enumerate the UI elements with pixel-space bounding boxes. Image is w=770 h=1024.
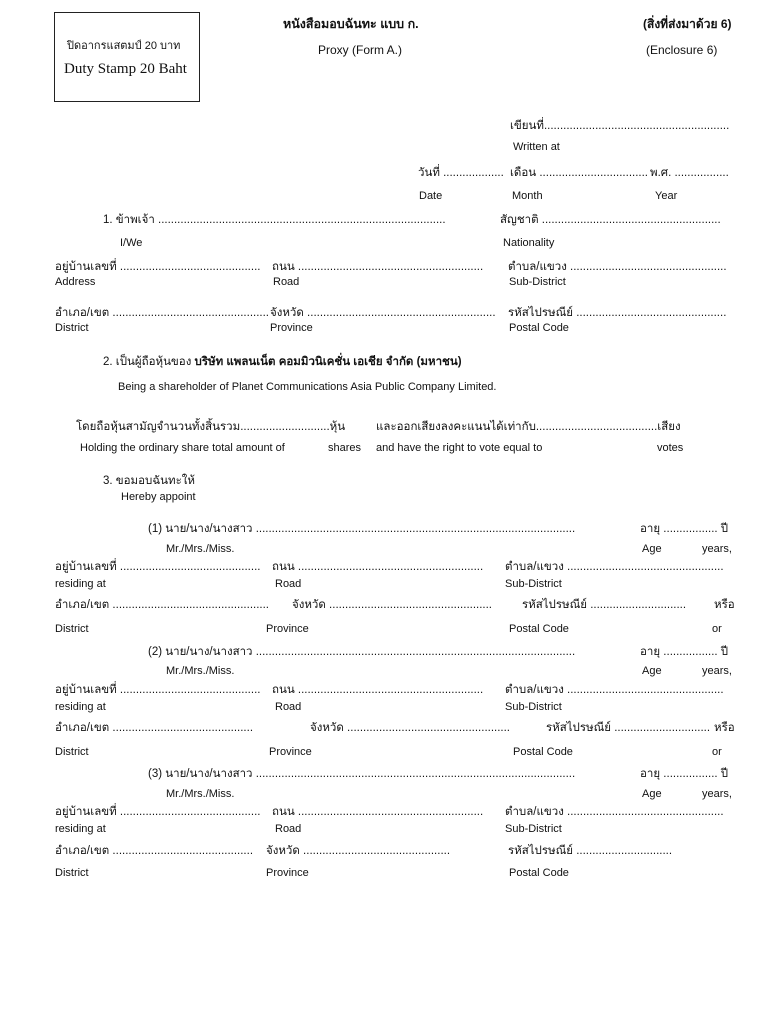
day-field[interactable]: วันที่ ................... (418, 167, 504, 179)
proxy-2-district-label: District (55, 746, 89, 758)
proxy-2-postal-label: Postal Code (513, 746, 573, 758)
address-label: Address (55, 276, 96, 288)
subdistrict-label: Sub-District (509, 276, 566, 288)
stamp-thai: ปิดอากรแสตมป์ 20 บาท (67, 40, 181, 52)
enclosure-thai: (สิ่งที่ส่งมาด้วย 6) (643, 17, 732, 31)
proxy-1-road-label: Road (275, 578, 302, 590)
proxy-1-age-label: Age (642, 543, 662, 555)
proxy-1-subdistrict-field[interactable]: ตำบล/แขวง ................................................. (505, 561, 724, 573)
proxy-3-age-label: Age (642, 788, 662, 800)
appoint-title-en: Hereby appoint (121, 491, 196, 503)
nationality-field[interactable]: สัญชาติ ........................................................ (500, 214, 721, 226)
district-label: District (55, 322, 89, 334)
proxy-2-residing-label: residing at (55, 701, 106, 713)
proxy-3-age-field[interactable]: อายุ ................. ปี (640, 768, 729, 780)
proxy-3-name-field[interactable]: (3) นาย/นาง/นางสาว .................................................................................................... (148, 768, 576, 780)
proxy-3-province-field[interactable]: จังหวัด .............................................. (266, 845, 451, 857)
proxy-2-road-label: Road (275, 701, 302, 713)
shareholder-of-line (103, 356, 462, 369)
written-at-label: Written at (513, 141, 560, 153)
proxy-1-age-field[interactable]: อายุ ................. ปี (640, 523, 729, 535)
postal-code-label: Postal Code (509, 322, 569, 334)
proxy-2-or-thai: หรือ (714, 722, 735, 734)
proxy-1-province-label: Province (266, 623, 309, 635)
nationality-label: Nationality (503, 237, 555, 249)
proxy-3-postal-label: Postal Code (509, 867, 569, 879)
company-name-thai: บริษัท แพลนเน็ต คอมมิวนิเคชั่น เอเชีย จำกัด (มหาชน) (194, 356, 462, 368)
proxy-2-province-label: Province (269, 746, 312, 758)
day-label: Date (419, 190, 443, 202)
proxy-2-or-en: or (712, 746, 722, 758)
proxy-1-postal-label: Postal Code (509, 623, 569, 635)
form-title-en: Proxy (Form A.) (318, 43, 403, 57)
shares-label: shares (328, 442, 362, 454)
proxy-1-house-field[interactable]: อยู่บ้านเลขที่ ............................................ (55, 561, 261, 573)
proxy-3-road-field[interactable]: ถนน .......................................................... (272, 806, 484, 818)
holding-label: Holding the ordinary share total amount of (80, 442, 285, 454)
proxy-3-district-label: District (55, 867, 89, 879)
proxy-1-postal-field[interactable]: รหัสไปรษณีย์ .............................. (522, 599, 687, 611)
year-field[interactable]: พ.ศ. ................. (650, 167, 729, 179)
proxy-2-district-field[interactable]: อำเภอ/เขต ............................................ (55, 722, 254, 734)
shareholder-of-prefix: 2. เป็นผู้ถือหุ้นของ (103, 356, 195, 368)
subdistrict-field[interactable]: ตำบล/แขวง ................................................. (508, 261, 727, 273)
year-label: Year (655, 190, 678, 202)
proxy-2-age-field[interactable]: อายุ ................. ปี (640, 646, 729, 658)
votes-equal-label: and have the right to vote equal to (376, 442, 543, 454)
proxy-1-residing-label: residing at (55, 578, 106, 590)
proxy-3-title-label: Mr./Mrs./Miss. (166, 788, 235, 800)
proxy-1-province-field[interactable]: จังหวัด ................................................... (292, 599, 493, 611)
proxy-1-or-thai: หรือ (714, 599, 735, 611)
form-title-thai: หนังสือมอบฉันทะ แบบ ก. (283, 17, 419, 31)
votes-label: votes (657, 442, 684, 454)
month-label: Month (512, 190, 543, 202)
proxy-3-postal-field[interactable]: รหัสไปรษณีย์ .............................. (508, 845, 673, 857)
vote-amount-field[interactable]: และออกเสียงลงคะแนนได้เท่ากับ......................................เสียง (376, 421, 681, 433)
proxy-3-years-label: years, (702, 788, 732, 800)
shareholder-of-en-line (118, 381, 497, 394)
proxy-2-title-label: Mr./Mrs./Miss. (166, 665, 235, 677)
house-no-field[interactable]: อยู่บ้านเลขที่ ............................................ (55, 261, 261, 273)
proxy-3-subdistrict-field[interactable]: ตำบล/แขวง ................................................. (505, 806, 724, 818)
proxy-1-title-label: Mr./Mrs./Miss. (166, 543, 235, 555)
proxy-1-or-en: or (712, 623, 722, 635)
share-amount-field[interactable]: โดยถือหุ้นสามัญจำนวนทั้งสิ้นรวม............................หุ้น (76, 421, 346, 433)
shareholder-name-field[interactable]: 1. ข้าพเจ้า .......................................................................................... (103, 214, 446, 226)
company-name-en: Planet Communications Asia Public Company Limited. (231, 381, 497, 393)
duty-stamp-box (54, 12, 200, 102)
proxy-3-district-field[interactable]: อำเภอ/เขต ............................................ (55, 845, 254, 857)
proxy-2-subdistrict-label: Sub-District (505, 701, 562, 713)
proxy-2-province-field[interactable]: จังหวัด ................................................... (310, 722, 511, 734)
province-field[interactable]: จังหวัด ........................................................... (270, 307, 496, 319)
written-at-field[interactable]: เขียนที่.......................................................... (510, 120, 730, 132)
stamp-english: Duty Stamp 20 Baht (64, 61, 187, 77)
shareholder-of-en-prefix: Being a shareholder of (118, 381, 232, 393)
proxy-2-road-field[interactable]: ถนน .......................................................... (272, 684, 484, 696)
district-field[interactable]: อำเภอ/เขต ................................................. (55, 307, 269, 319)
postal-code-field[interactable]: รหัสไปรษณีย์ ............................................... (508, 307, 727, 319)
proxy-2-house-field[interactable]: อยู่บ้านเลขที่ ............................................ (55, 684, 261, 696)
proxy-1-subdistrict-label: Sub-District (505, 578, 562, 590)
proxy-2-name-field[interactable]: (2) นาย/นาง/นางสาว .................................................................................................... (148, 646, 576, 658)
enclosure-en: (Enclosure 6) (646, 43, 718, 57)
iwe-label: I/We (120, 237, 143, 249)
month-field[interactable]: เดือน .................................. (510, 167, 648, 179)
province-label: Province (270, 322, 313, 334)
proxy-2-postal-field[interactable]: รหัสไปรษณีย์ .............................. (546, 722, 711, 734)
proxy-1-district-field[interactable]: อำเภอ/เขต ................................................. (55, 599, 269, 611)
proxy-1-name-field[interactable]: (1) นาย/นาง/นางสาว .................................................................................................... (148, 523, 576, 535)
proxy-2-years-label: years, (702, 665, 732, 677)
proxy-2-age-label: Age (642, 665, 662, 677)
appoint-title-thai: 3. ขอมอบฉันทะให้ (103, 475, 195, 487)
proxy-1-district-label: District (55, 623, 89, 635)
proxy-3-road-label: Road (275, 823, 302, 835)
proxy-3-province-label: Province (266, 867, 309, 879)
proxy-3-house-field[interactable]: อยู่บ้านเลขที่ ............................................ (55, 806, 261, 818)
proxy-1-years-label: years, (702, 543, 732, 555)
proxy-2-subdistrict-field[interactable]: ตำบล/แขวง ................................................. (505, 684, 724, 696)
proxy-3-subdistrict-label: Sub-District (505, 823, 562, 835)
road-label: Road (273, 276, 300, 288)
proxy-1-road-field[interactable]: ถนน .......................................................... (272, 561, 484, 573)
proxy-3-residing-label: residing at (55, 823, 106, 835)
road-field[interactable]: ถนน .......................................................... (272, 261, 484, 273)
